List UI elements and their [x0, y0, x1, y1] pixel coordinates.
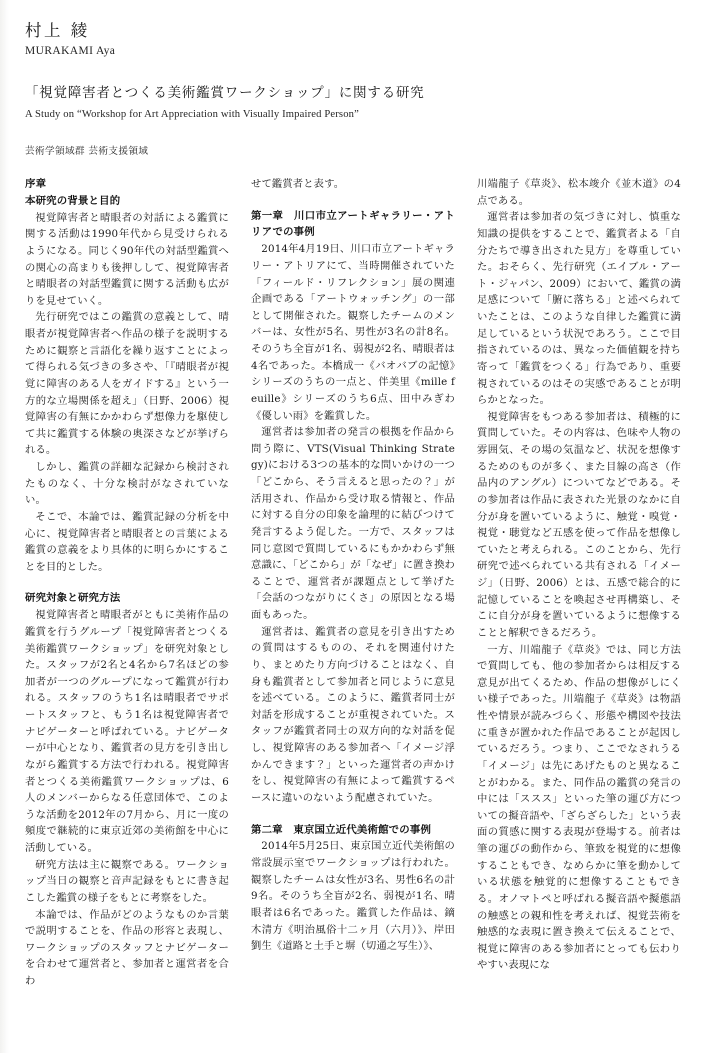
text-column-3: [477, 176, 681, 974]
heading-chapter-1: 第一章 川口市立アートギャラリー・アトリアでの事例: [251, 209, 455, 239]
paragraph: しかし、鑑賞の詳細な記録から検討されたものなく、十分な検討がなされていない。: [25, 461, 229, 507]
paragraph: 2014年5月25日、東京国立近代美術館の常設展示室でワークショップは行われた。観察したチームは女性が3名、男性6名の計9名。そのうち全盲が2名、弱視が1名、晴眼者は6名であった。鑑賞した作品は、鏑木清方《明治風俗十二ヶ月（六月）》、岸田劉生《道路と土手と塀（切通之写生）》、: [251, 840, 455, 953]
author-affiliation: 芸術学領域群 芸術支援領域: [25, 145, 149, 157]
masthead: [25, 20, 665, 159]
paragraph: 先行研究ではこの鑑賞の意義として、晴眼者が視覚障害者へ作品の様子を説明するために観察と言語化を繰り返すことによって得られる気づきの多さや、「『晴眼者が視覚に障害のある人をガイドする』という一方的な立場関係を超え」（日野、2006）視覚障害の有無にかかわらず想像力を駆使して共に鑑賞する体験の奥深さなどが挙げられる。: [25, 311, 229, 457]
heading-chapter-2: 第二章 東京国立近代美術館での事例: [251, 823, 432, 836]
author-name-japanese: 村上 綾: [25, 21, 90, 40]
heading-prologue: 序章: [25, 178, 47, 190]
paragraph: 運営者は参加者の気づきに対し、慎重な知識の提供をすることで、鑑賞者よる「自分たちで導き出された見方」を尊重していた。おそらく、先行研究（エイブル・アート・ジャパン、2009）において、鑑賞の満足感について「腑に落ちる」と述べられていたことは、このような自律した鑑賞に満足しているという状況であろう。ここで目指されているのは、異なった価値観を持ち寄って「鑑賞をつくる」行為であり、重要視されているのはその実感であることが明らかとなった。: [477, 211, 681, 407]
heading-research-subject-method: 研究対象と研究方法: [25, 592, 121, 605]
paragraph: 視覚障害者と晴眼者がともに美術作品の鑑賞を行うグループ「視覚障害者とつくる美術鑑賞ワークショップ」を研究対象とした。スタッフが2名と4名から7名ほどの参加者が一つのグループになって鑑賞が行われる。スタッフのうち1名は晴眼者でサポートスタッフと、もう1名は視覚障害者でナビゲーターと呼ばれている。ナビゲーターが中心となり、鑑賞者の見方を引き出しながら鑑賞する方法で行われる。視覚障害者とつくる美術鑑賞ワークショップは、6人のメンバーからなる任意団体で、このような活動を2012年の7月から、月に一度の頻度で継続的に東京近郊の美術館を中心に活動している。: [25, 609, 229, 855]
paragraph: 視覚障害をもつある参加者は、積極的に質問していた。その内容は、色味や人物の雰囲気、その場の気温など、状況を想像するためのものが多く、また目線の高さ（作品内のアングル）についてなどである。その参加者は作品に表された光景のなかに自分が身を置いているように、触覚・嗅覚・視覚・聴覚など五感を使って作品を想像していたと考えられる。このことから、先行研究で述べられている共有される「イメージ」（日野、2006）とは、五感で総合的に記憶していることを喚起させ再構築し、そこに自分が身を置いているように想像することと解釈できるだろう。: [477, 410, 681, 639]
author-name-romanized: MURAKAMI Aya: [25, 45, 116, 58]
body-columns: [25, 176, 680, 990]
paragraph: 運営者は、鑑賞者の意見を引き出すための質問はするものの、それを関連付けたり、まとめたり方向づけることはなく、自身も鑑賞者として参加者と同じように意見を述べている。このように、鑑賞者同士が対話を形成することが重視されていた。スタッフが鑑賞者同士の双方向的な対話を促し、視覚障害のある参加者へ「イメージ浮かんできます？」といった運営者の声かけをし、視覚障害の有無によって鑑賞するペースに違いのないよう配慮されていた。: [251, 625, 455, 804]
paper-title-japanese: 「視覚障害者とつくる美術鑑賞ワークショップ」に関する研究: [25, 85, 425, 101]
paragraph: 本論では、作品がどのようなものか言葉で説明することを、作品の形容と表現し、ワークショップのスタッフとナビゲーターを合わせて運営者と、参加者と運営者を合わ: [25, 908, 229, 988]
paper-title-english: A Study on “Workshop for Art Appreciation with Visually Impaired Person”: [25, 108, 359, 120]
text-column-1: [25, 176, 229, 990]
paragraph: 運営者は参加者の発言の根拠を作品から問う際に、VTS(Visual Thinking Strategy)における3つの基本的な問いかけの一つ「どこから、そう言えると思ったの？」が活用され、作品から受け取る情報と、作品に対する自分の印象を論理的に結びつけて発言するよう促した。一方で、スタッフは同じ意図で質問しているにもかかわらず無意識に、「どこから」が「なぜ」に置き換わることで、運営者が課題点として挙げた「会話のつながりにくさ」の原因となる場面もあった。: [251, 426, 455, 622]
paragraph: 一方、川端龍子《草炎》では、同じ方法で質問しても、他の参加者からは相反する意見が出てくるため、作品の想像がしにくい様子であった。川端龍子《草炎》は物語性や情景が読みづらく、形態や構図や技法に重きが置かれた作品であることが起因しているだろう。つまり、ここでなされうる「イメージ」は先にあげたものと異なることがわかる。また、同作品の鑑賞の発言の中には「ススス」といった筆の運び方についての擬音語や、「ざらざらした」という表面の質感に関する表現が登場する。前者は筆の運びの動作から、筆致を視覚的に想像することもでき、なめらかに筆を動かしている状態を触覚的に想像することもできる。オノマトペと呼ばれる擬音語や擬態語の触感との親和性を考えれば、視覚芸術を触感的な表現に置き換えて伝えることで、視覚に障害のある参加者にとっても伝わりやすい表現にな: [477, 643, 681, 972]
paragraph-continued: せて鑑賞者と表す。: [251, 178, 345, 190]
text-column-2: [251, 176, 455, 955]
paragraph: 2014年4月19日、川口市立アートギャラリー・アトリアにて、当時開催されていた「フィールド・リフレクション」展の関連企画である「アートウォッチング」の一部として開催された。観察したチームのメンバーは、女性が5名、男性が3名の計8名。そのうち全盲が1名、弱視が2名、晴眼者は4名であった。本橋成一《バオバブの記憶》シリーズのうちの一点と、伴美里《mille feuille》シリーズのうち6点、田中みぎわ《優しい雨》を鑑賞した。: [251, 243, 455, 422]
paragraph: 研究方法は主に観察である。ワークショップ当日の観察と音声記録をもとに書き起こした鑑賞の様子をもとに考察をした。: [25, 858, 229, 904]
paragraph-continued: 川端龍子《草炎》、松本竣介《並木道》の4点である。: [477, 178, 681, 207]
heading-research-background: 本研究の背景と目的: [25, 194, 121, 207]
paragraph: そこで、本論では、鑑賞記録の分析を中心に、視覚障害者と晴眼者との言葉による鑑賞の意義をより具体的に明らかにすることを目的とした。: [25, 510, 229, 573]
paragraph: 視覚障害者と晴眼者の対話による鑑賞に関する活動は1990年代から見受けられるようになる。同じく90年代の対話型鑑賞への関心の高まりも後押しして、視覚障害者と晴眼者の対話型鑑賞に関する活動も広がりを見せていく。: [25, 211, 229, 307]
